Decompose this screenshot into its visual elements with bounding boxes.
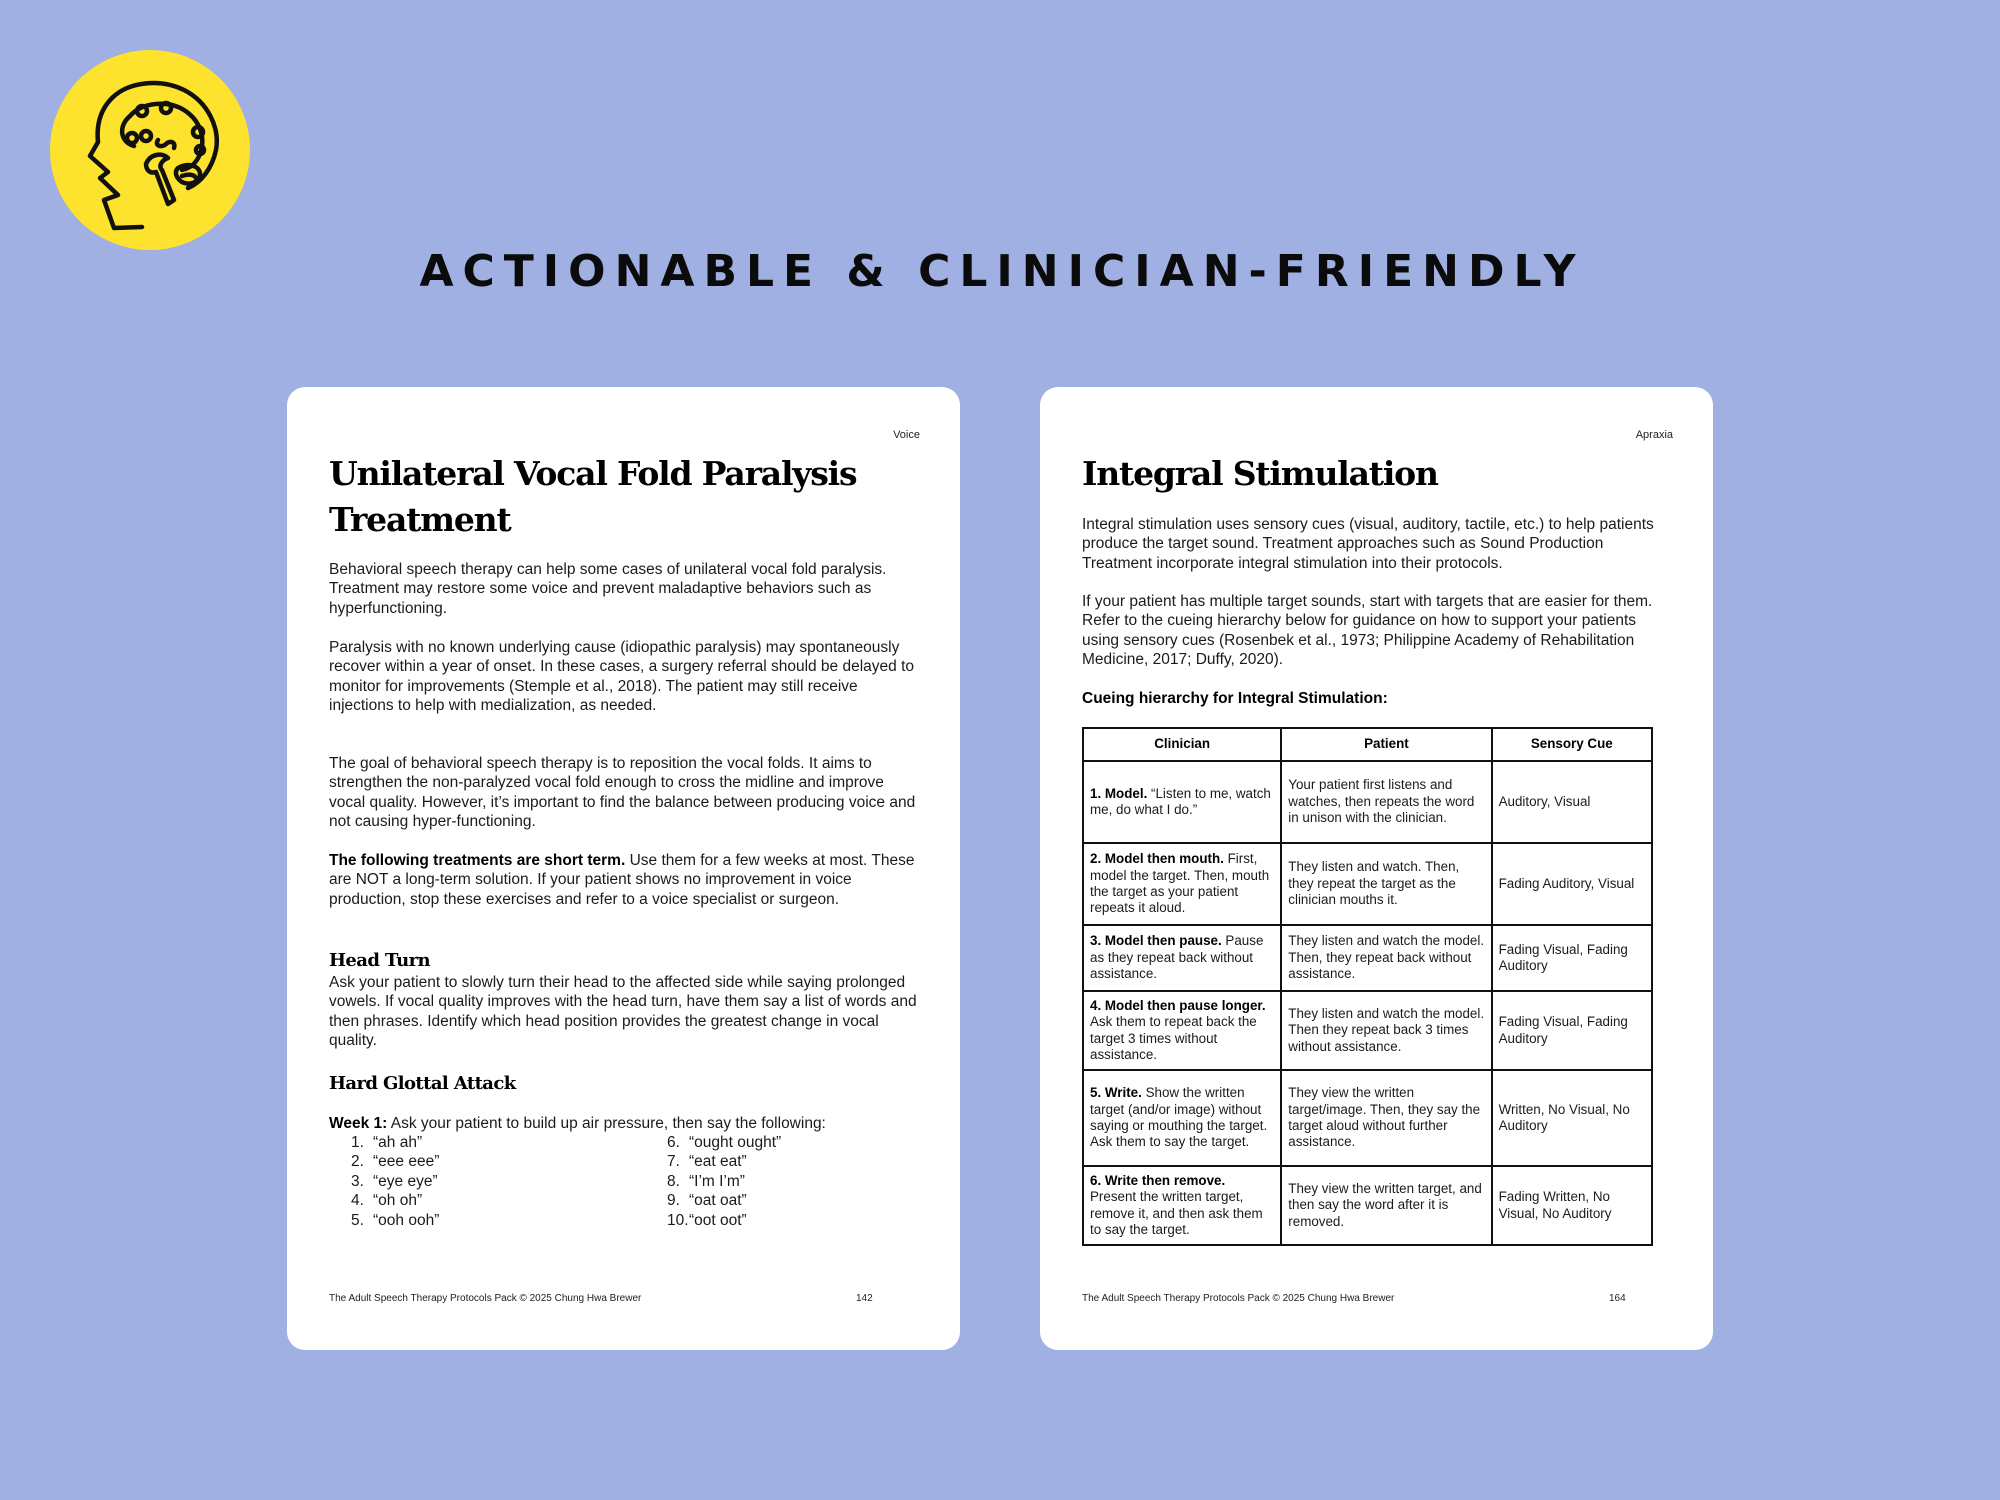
list-item: 9. “oat oat” — [667, 1192, 747, 1210]
short-term-bold: The following treatments are short term. — [329, 852, 626, 869]
list-item: 10.“oot oot” — [667, 1211, 747, 1229]
sensory-cue-cell: Fading Visual, Fading Auditory — [1492, 925, 1652, 991]
paragraph: Paralysis with no known underlying cause (idiopathic paralysis) may spontaneously recover within a year of onset. In these cases, a surgery referral should be delayed to monitor for improvements (Stemple et al., 2018). The patient may still receive injections to help with medialization, as needed. — [329, 639, 915, 715]
page-title: Integral Stimulation — [1082, 454, 1438, 493]
patient-cell: They view the written target, and then say the word after it is removed. — [1281, 1166, 1491, 1245]
paragraph: Integral stimulation uses sensory cues (visual, auditory, tactile, etc.) to help patients produce the target sound. Treatment approaches such as Sound Production Treatment incorporate integral stimulation into their protocols. — [1082, 516, 1654, 572]
column-header: Patient — [1281, 728, 1491, 761]
patient-cell: They view the written target/image. Then, they say the target aloud without further assistance. — [1281, 1070, 1491, 1166]
patient-cell: They listen and watch the model. Then, they repeat back without assistance. — [1281, 925, 1491, 991]
table-row — [1083, 761, 1652, 843]
table-row — [1083, 1070, 1652, 1166]
week-instruction: Week 1: Ask your patient to build up air pressure, then say the following: — [329, 1115, 826, 1132]
page-footer — [1082, 1293, 1672, 1304]
paragraph: If your patient has multiple target sounds, start with targets that are easier for them. Refer to the cueing hierarchy below for guidance on how to support your patients using sensory cues (Rosenbek et al., 1973; Philippine Academy of Rehabilitation Medicine, 2017; Duffy, 2020). — [1082, 593, 1653, 669]
column-header: Clinician — [1083, 728, 1281, 761]
cueing-hierarchy-table — [1082, 727, 1653, 1246]
head-brain-icon — [50, 50, 250, 250]
week-label: Week 1: — [329, 1115, 388, 1132]
paragraph: Ask your patient to slowly turn their head to the affected side while saying prolonged vowels. If vocal quality improves with the head turn, have them say a list of words and then phrases. Identify which head position provides the greatest change in vocal quality. — [329, 974, 917, 1050]
table-row — [1083, 925, 1652, 991]
table-caption: Cueing hierarchy for Integral Stimulation: — [1082, 690, 1388, 707]
list-item: 6. “ought ought” — [667, 1134, 782, 1151]
table-header-row — [1083, 728, 1652, 761]
patient-cell: They listen and watch. Then, they repeat the target as the clinician mouths it. — [1281, 843, 1491, 925]
page-footer — [329, 1293, 919, 1304]
list-item: 7. “eat eat” — [667, 1153, 747, 1171]
clinician-cell: 2. Model then mouth. First, model the target. Then, mouth the target as your patient repeats it aloud. — [1083, 843, 1281, 925]
list-item: 4. “oh oh” — [351, 1192, 423, 1210]
list-item: 8. “I’m I’m” — [667, 1172, 745, 1190]
table-row — [1083, 843, 1652, 925]
sensory-cue-cell: Fading Auditory, Visual — [1492, 843, 1652, 925]
logo-badge — [50, 50, 250, 250]
sensory-cue-cell: Fading Visual, Fading Auditory — [1492, 991, 1652, 1070]
clinician-cell: 5. Write. Show the written target (and/or image) without saying or mouthing the target. Ask them to say the target. — [1083, 1070, 1281, 1166]
sensory-cue-cell: Fading Written, No Visual, No Auditory — [1492, 1166, 1652, 1245]
clinician-cell: 4. Model then pause longer. Ask them to repeat back the target 3 times without assistance. — [1083, 991, 1281, 1070]
list-item: 1. “ah ah” — [351, 1134, 423, 1151]
document-page-apraxia — [1040, 387, 1713, 1350]
column-header: Sensory Cue — [1492, 728, 1652, 761]
patient-cell: Your patient first listens and watches, then repeats the word in unison with the clinician. — [1281, 761, 1491, 843]
subheading-hard-glottal-attack: Hard Glottal Attack — [329, 1073, 516, 1094]
document-page-voice — [287, 387, 960, 1350]
paragraph: Behavioral speech therapy can help some cases of unilateral vocal fold paralysis. Treatment may restore some voice and prevent maladaptive behaviors such as hyperfunctioning. — [329, 561, 887, 617]
subheading-head-turn: Head Turn — [329, 950, 430, 971]
page-number: 142 — [856, 1293, 873, 1304]
list-item: 5. “ooh ooh” — [351, 1211, 440, 1229]
sensory-cue-cell: Written, No Visual, No Auditory — [1492, 1070, 1652, 1166]
footer-copyright: The Adult Speech Therapy Protocols Pack © 2025 Chung Hwa Brewer — [329, 1293, 642, 1304]
word-list — [351, 1133, 911, 1230]
section-tag: Voice — [893, 429, 920, 441]
sensory-cue-cell: Auditory, Visual — [1492, 761, 1652, 843]
short-term-note — [329, 851, 919, 909]
paragraph: The goal of behavioral speech therapy is to reposition the vocal folds. It aims to strengthen the non-paralyzed vocal fold enough to cross the midline and improve vocal quality. However, it’s important to find the balance between producing voice and not causing hyper-functioning. — [329, 755, 916, 831]
table-row — [1083, 991, 1652, 1070]
table-row — [1083, 1166, 1652, 1245]
clinician-cell: 3. Model then pause. Pause as they repeat back without assistance. — [1083, 925, 1281, 991]
clinician-cell: 1. Model. “Listen to me, watch me, do what I do.” — [1083, 761, 1281, 843]
section-tag: Apraxia — [1635, 429, 1673, 441]
page-title: Unilateral Vocal Fold Paralysis Treatment — [329, 454, 857, 539]
patient-cell: They listen and watch the model. Then they repeat back 3 times without assistance. — [1281, 991, 1491, 1070]
page-number: 164 — [1609, 1293, 1626, 1304]
page-headline: ACTIONABLE & CLINICIAN-FRIENDLY — [419, 246, 1585, 297]
list-item: 2. “eee eee” — [351, 1153, 440, 1171]
short-term-text: Use them for a few weeks at most. These are NOT a long-term solution. If your patient shows no improvement in voice production, stop these exercises and refer to a voice specialist or surgeon. — [329, 852, 915, 908]
list-item: 3. “eye eye” — [351, 1172, 438, 1190]
footer-copyright: The Adult Speech Therapy Protocols Pack © 2025 Chung Hwa Brewer — [1082, 1293, 1395, 1304]
clinician-cell: 6. Write then remove. Present the written target, remove it, and then ask them to say the target. — [1083, 1166, 1281, 1245]
